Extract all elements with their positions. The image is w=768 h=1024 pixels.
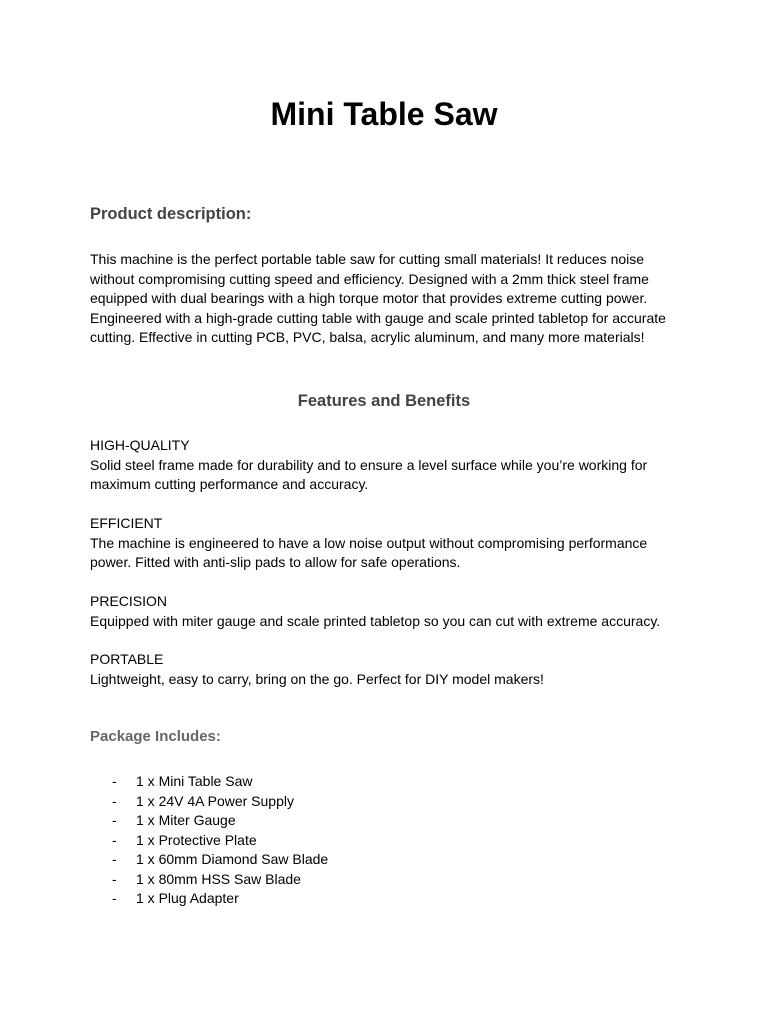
list-bullet: - <box>112 870 117 887</box>
list-item <box>90 792 328 812</box>
package-list <box>90 772 328 909</box>
list-item <box>90 850 328 870</box>
list-bullet: - <box>112 831 117 848</box>
list-item <box>90 831 328 851</box>
feature-portable <box>90 650 690 689</box>
list-item-text: 1 x Plug Adapter <box>136 890 239 906</box>
list-bullet: - <box>112 890 117 906</box>
feature-text: The machine is engineered to have a low noise output without compromising performance power. Fitted with anti-slip pads to allow for safe operations. <box>90 534 648 570</box>
list-item-text: 1 x Mini Table Saw <box>136 773 253 789</box>
feature-high-quality <box>90 436 690 495</box>
feature-text: Solid steel frame made for durability and to ensure a level surface while you’re working for maximum cutting performance and accuracy. <box>90 456 648 492</box>
features-heading: Features and Benefits <box>297 392 471 410</box>
list-item <box>90 889 328 909</box>
list-item-text: 1 x 80mm HSS Saw Blade <box>136 870 301 887</box>
product-description-heading: Product description: <box>90 205 252 223</box>
page-title: Mini Table Saw <box>270 96 498 132</box>
feature-title: EFFICIENT <box>90 515 163 531</box>
feature-precision <box>90 592 690 631</box>
list-item-text: 1 x Miter Gauge <box>136 812 236 828</box>
product-description-text: This machine is the perfect portable table saw for cutting small materials! It reduces noise without compromising cutting speed and efficiency. Designed with a 2mm thick steel frame equipped with dual bearings with a high torque motor that provides extreme cutting power. Engineered with a high-grade cutting table with gauge and scale printed tabletop for accurate cutting. Effective in cutting PCB, PVC, balsa, acrylic aluminum, and many more materials! <box>90 251 666 345</box>
package-includes-heading: Package Includes: <box>90 728 221 745</box>
list-item-text: 1 x Protective Plate <box>136 831 257 848</box>
feature-efficient <box>90 514 690 573</box>
list-bullet: - <box>112 812 117 828</box>
feature-title: HIGH-QUALITY <box>90 437 190 453</box>
list-bullet: - <box>112 773 117 789</box>
list-item <box>90 772 328 792</box>
list-bullet: - <box>112 851 117 867</box>
feature-title: PORTABLE <box>90 651 164 667</box>
list-item <box>90 870 328 890</box>
feature-text: Lightweight, easy to carry, bring on the go. Perfect for DIY model makers! <box>90 670 544 687</box>
list-item-text: 1 x 60mm Diamond Saw Blade <box>136 851 329 867</box>
list-item <box>90 811 328 831</box>
feature-title: PRECISION <box>90 593 168 609</box>
list-bullet: - <box>112 792 117 809</box>
feature-text: Equipped with miter gauge and scale printed tabletop so you can cut with extreme accuracy. <box>90 612 661 629</box>
list-item-text: 1 x 24V 4A Power Supply <box>136 792 294 809</box>
